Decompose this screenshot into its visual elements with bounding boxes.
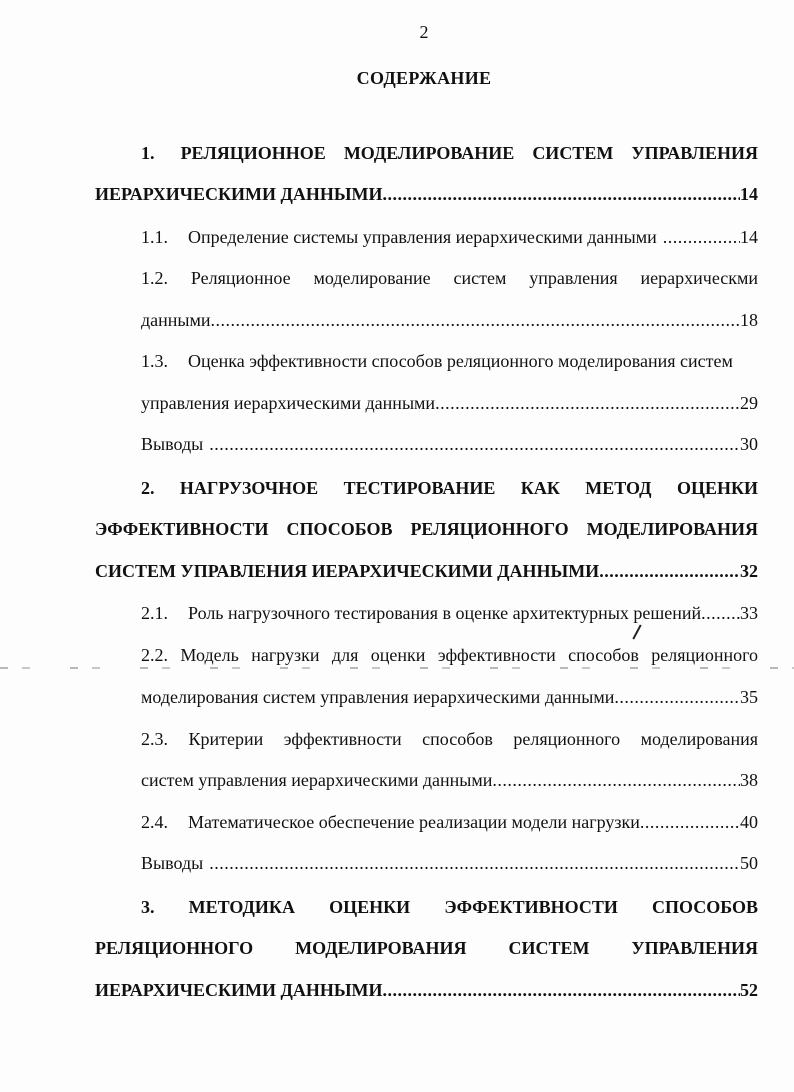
section-label xyxy=(141,225,657,249)
word: систем xyxy=(453,268,507,288)
toc-chapter-2-line-1[interactable] xyxy=(141,476,758,500)
page-ref: 14 xyxy=(740,227,758,247)
word: реляционного xyxy=(651,645,759,665)
section-title-end: управления иерархическими данными xyxy=(141,393,436,413)
word: УПРАВЛЕНИЯ xyxy=(631,938,759,958)
word: реляционного xyxy=(513,729,621,749)
word: моделирование xyxy=(313,268,431,288)
page-title: СОДЕРЖАНИЕ xyxy=(356,68,492,88)
word: МОДЕЛИРОВАНИЯ xyxy=(295,938,467,958)
dot-leader xyxy=(701,601,740,625)
word: УПРАВЛЕНИЯ xyxy=(631,143,759,163)
page-number: 2 xyxy=(419,22,429,42)
word: МЕТОДИКА xyxy=(188,897,295,917)
chapter-title-end: ИЕРАРХИЧЕСКИМИ ДАННЫМИ xyxy=(95,184,383,204)
dot-leader xyxy=(640,810,740,834)
page-ref: 14 xyxy=(740,184,758,204)
word: МЕТОД xyxy=(585,478,652,498)
word: РЕЛЯЦИОННОГО xyxy=(410,519,569,539)
word: способов xyxy=(568,645,639,665)
word: КАК xyxy=(520,478,560,498)
toc-section-1-2-line-2[interactable] xyxy=(141,308,758,332)
dot-leader xyxy=(383,978,740,1002)
toc-section-1-3-line-1[interactable] xyxy=(141,349,758,373)
word: ОЦЕНКИ xyxy=(329,897,411,917)
section-number: 1.1. xyxy=(141,227,168,247)
toc-section-1-1[interactable] xyxy=(141,225,758,249)
page-ref: 38 xyxy=(740,770,758,790)
toc-conclusions-1[interactable] xyxy=(141,432,758,456)
toc-chapter-2-line-3[interactable] xyxy=(95,559,758,583)
toc-chapter-1-line-1[interactable] xyxy=(141,141,758,165)
section-title: Роль нагрузочного тестирования в оценке архитектурных решений xyxy=(188,603,702,623)
word: нагрузки xyxy=(251,645,320,665)
section-title-end: моделирования систем управления иерархическими данными xyxy=(141,687,615,707)
section-title: Выводы xyxy=(141,853,204,873)
section-number: 1.3. xyxy=(141,351,168,371)
section-number: 2.1. xyxy=(141,603,168,623)
dot-leader xyxy=(435,391,740,415)
word: оценки xyxy=(370,645,426,665)
word: Критерии xyxy=(188,729,264,749)
section-number: 2.3. xyxy=(141,729,168,749)
toc-conclusions-2[interactable] xyxy=(141,851,758,875)
chapter-number: 1. xyxy=(141,143,155,163)
chapter-title-end: СИСТЕМ УПРАВЛЕНИЯ ИЕРАРХИЧЕСКИМИ ДАННЫМИ xyxy=(95,561,600,581)
word: Реляционное xyxy=(190,268,291,288)
toc-section-2-1[interactable] xyxy=(141,601,758,625)
section-title: Определение системы управления иерархическими данными xyxy=(188,227,657,247)
word: ЭФФЕКТИВНОСТИ xyxy=(95,519,269,539)
word: РЕЛЯЦИОННОЕ xyxy=(180,143,326,163)
dot-leader xyxy=(209,432,740,456)
section-title: Выводы xyxy=(141,434,204,454)
word: управления xyxy=(529,268,618,288)
toc-chapter-3-line-1[interactable] xyxy=(141,895,758,919)
word: СИСТЕМ xyxy=(532,143,614,163)
toc-chapter-3-line-3[interactable] xyxy=(95,978,758,1002)
word: МОДЕЛИРОВАНИЯ xyxy=(586,519,758,539)
pencil-mark xyxy=(632,624,641,639)
word: СИСТЕМ xyxy=(508,938,590,958)
section-title: Математическое обеспечение реализации модели нагрузки xyxy=(188,812,640,832)
section-label xyxy=(141,810,640,834)
section-number: 2.2. xyxy=(141,645,168,665)
word: ОЦЕНКИ xyxy=(676,478,759,498)
word: Модель xyxy=(180,645,239,665)
page-ref: 33 xyxy=(740,603,758,623)
word: НАГРУЗОЧНОЕ xyxy=(179,478,319,498)
dot-leader xyxy=(663,225,740,249)
page-ref: 29 xyxy=(740,393,758,413)
section-title-end: систем управления иерархическими данными xyxy=(141,770,493,790)
toc-section-2-2-line-1[interactable] xyxy=(141,643,758,667)
word: РЕЛЯЦИОННОГО xyxy=(95,938,254,958)
toc-section-2-3-line-1[interactable] xyxy=(141,727,758,751)
chapter-number: 3. xyxy=(141,897,155,917)
scan-artifact-line xyxy=(0,667,794,669)
word: способов xyxy=(422,729,493,749)
page-ref: 18 xyxy=(740,310,758,330)
word: для xyxy=(331,645,359,665)
word: иерархическми xyxy=(640,268,759,288)
dot-leader xyxy=(211,308,740,332)
word: ЭФФЕКТИВНОСТИ xyxy=(444,897,618,917)
section-number: 2.4. xyxy=(141,812,168,832)
word: эффективности xyxy=(437,645,556,665)
toc-chapter-2-line-2[interactable] xyxy=(95,517,758,541)
dot-leader xyxy=(383,182,740,206)
dot-leader xyxy=(599,559,740,583)
word: МОДЕЛИРОВАНИЕ xyxy=(343,143,515,163)
word: СПОСОБОВ xyxy=(286,519,393,539)
page-ref: 32 xyxy=(740,561,758,581)
word: эффективности xyxy=(283,729,402,749)
toc-chapter-3-line-2[interactable] xyxy=(95,936,758,960)
word: моделирования xyxy=(640,729,759,749)
section-number: 1.2. xyxy=(141,268,168,288)
toc-section-2-2-line-2[interactable] xyxy=(141,685,758,709)
toc-section-1-2-line-1[interactable] xyxy=(141,266,758,290)
dot-leader xyxy=(209,851,740,875)
toc-section-2-4[interactable] xyxy=(141,810,758,834)
chapter-title-end: ИЕРАРХИЧЕСКИМИ ДАННЫМИ xyxy=(95,980,383,1000)
section-title-end: данными xyxy=(141,310,211,330)
page-ref: 35 xyxy=(740,687,758,707)
page-ref: 30 xyxy=(740,434,758,454)
dot-leader xyxy=(614,685,740,709)
dot-leader xyxy=(492,768,740,792)
section-label xyxy=(141,601,701,625)
chapter-number: 2. xyxy=(141,478,155,498)
page-ref: 52 xyxy=(740,980,758,1000)
page-ref: 40 xyxy=(740,812,758,832)
toc-section-1-3-line-2[interactable] xyxy=(141,391,758,415)
page-ref: 50 xyxy=(740,853,758,873)
section-title: Оценка эффективности способов реляционного моделирования систем xyxy=(188,351,733,371)
toc-chapter-1-line-2[interactable] xyxy=(95,182,758,206)
toc-section-2-3-line-2[interactable] xyxy=(141,768,758,792)
word: СПОСОБОВ xyxy=(652,897,759,917)
word: ТЕСТИРОВАНИЕ xyxy=(343,478,496,498)
